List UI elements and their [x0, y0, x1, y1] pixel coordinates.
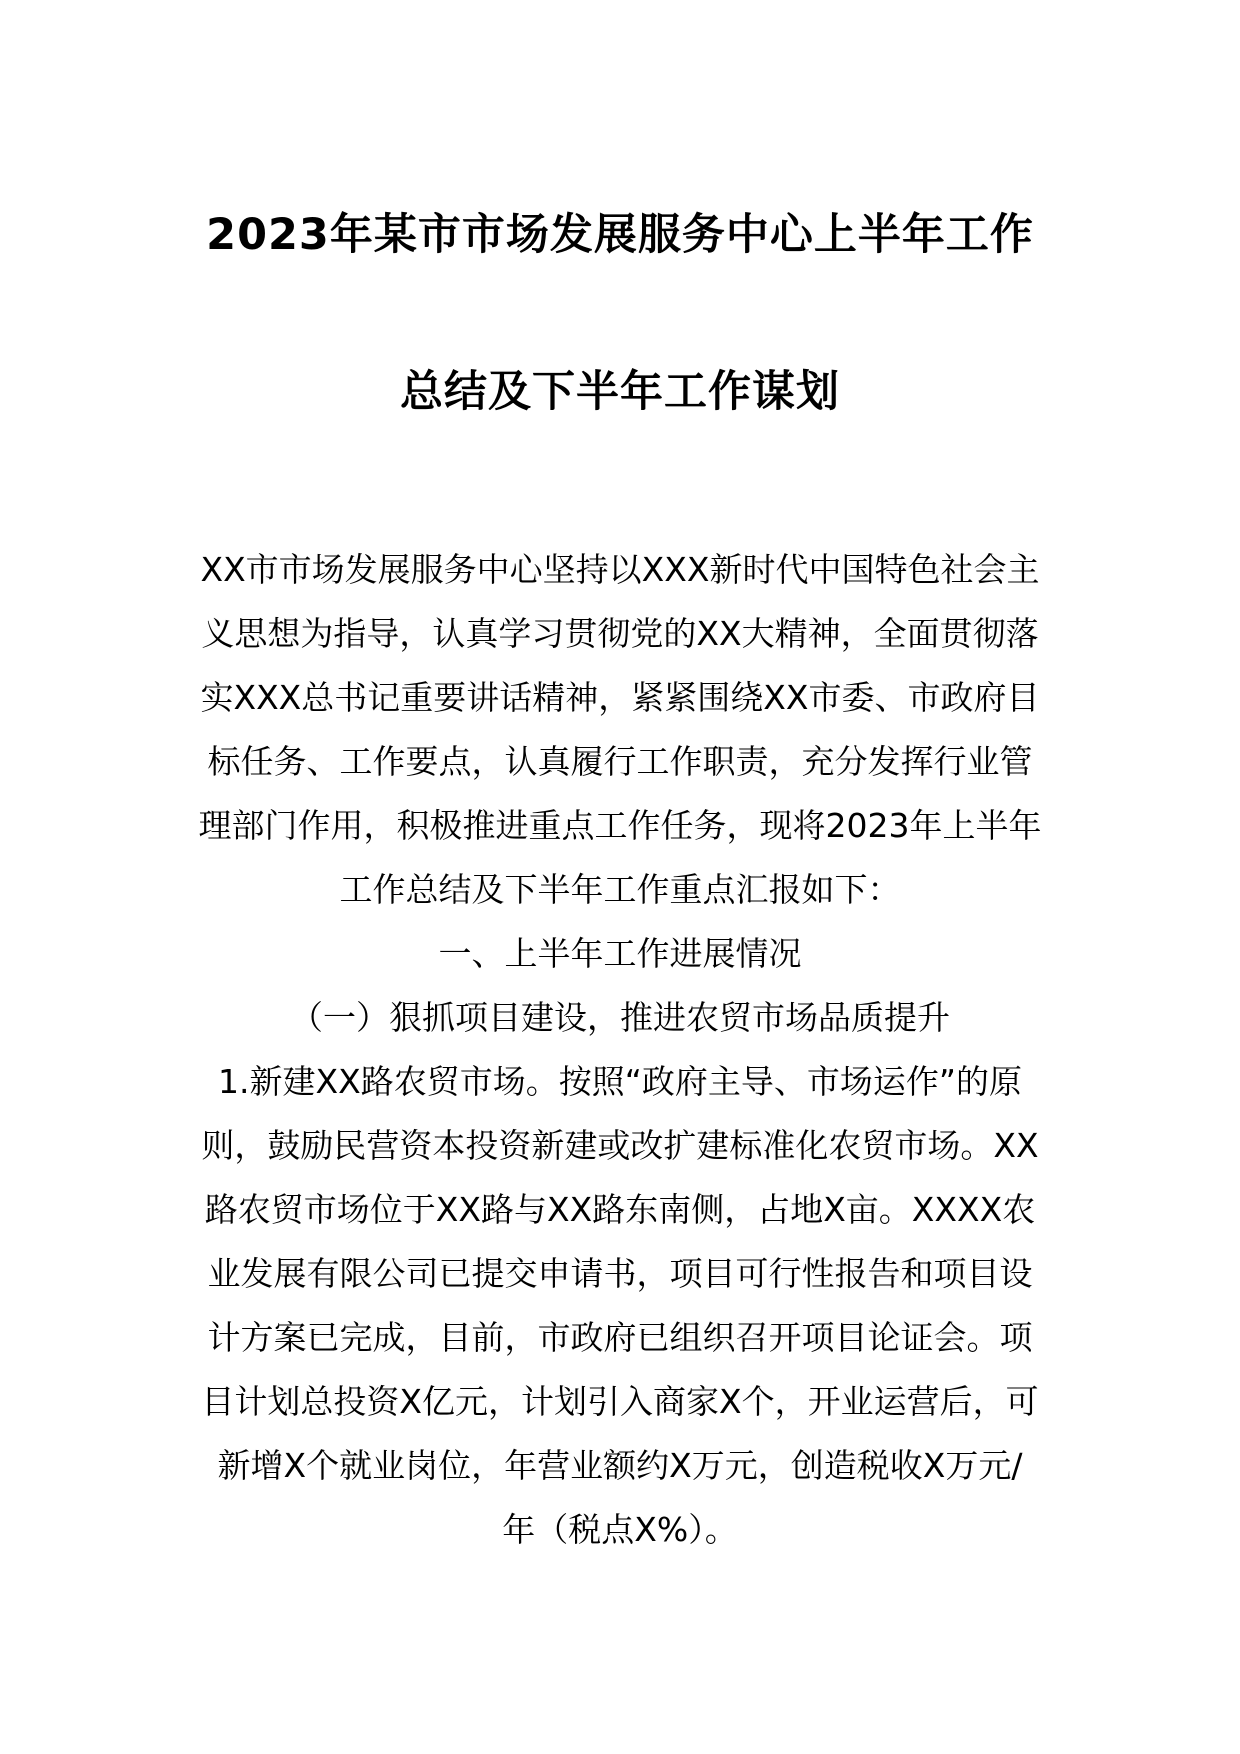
section-heading: 一、上半年工作进展情况: [438, 934, 802, 973]
body-line: 实XXX总书记重要讲话精神，紧紧围绕XX市委、市政府目: [200, 678, 1040, 717]
body-line: XX市市场发展服务中心坚持以XXX新时代中国特色社会主: [200, 550, 1040, 589]
body-line: 业发展有限公司已提交申请书，项目可行性报告和项目设: [207, 1254, 1033, 1293]
subsection-heading: （一）狠抓项目建设，推进农贸市场品质提升: [290, 998, 950, 1037]
body-line: 1.新建XX路农贸市场。按照“政府主导、市场运作”的原: [218, 1062, 1022, 1101]
body-line: 目计划总投资X亿元，计划引入商家X个，开业运营后，可: [201, 1382, 1039, 1421]
body-line: 计方案已完成，目前，市政府已组织召开项目论证会。项: [207, 1318, 1033, 1357]
body-line: 路农贸市场位于XX路与XX路东南侧，占地X亩。XXXX农: [204, 1190, 1036, 1229]
body-line: 年（税点X%）。: [502, 1510, 738, 1549]
body-line: 新增X个就业岗位，年营业额约X万元，创造税收X万元/: [217, 1446, 1023, 1485]
body-line: 标任务、工作要点，认真履行工作职责，充分发挥行业管: [207, 742, 1033, 781]
document-title-line-2: 总结及下半年工作谋划: [400, 367, 840, 417]
body-line: 则，鼓励民营资本投资新建或改扩建标准化农贸市场。XX: [201, 1126, 1039, 1165]
body-line: 义思想为指导，认真学习贯彻党的XX大精神，全面贯彻落: [201, 614, 1039, 653]
body-line: 理部门作用，积极推进重点工作任务，现将2023年上半年: [198, 806, 1042, 845]
body-line: 工作总结及下半年工作重点汇报如下：: [339, 870, 901, 909]
document-title-line-1: 2023年某市市场发展服务中心上半年工作: [206, 210, 1034, 260]
